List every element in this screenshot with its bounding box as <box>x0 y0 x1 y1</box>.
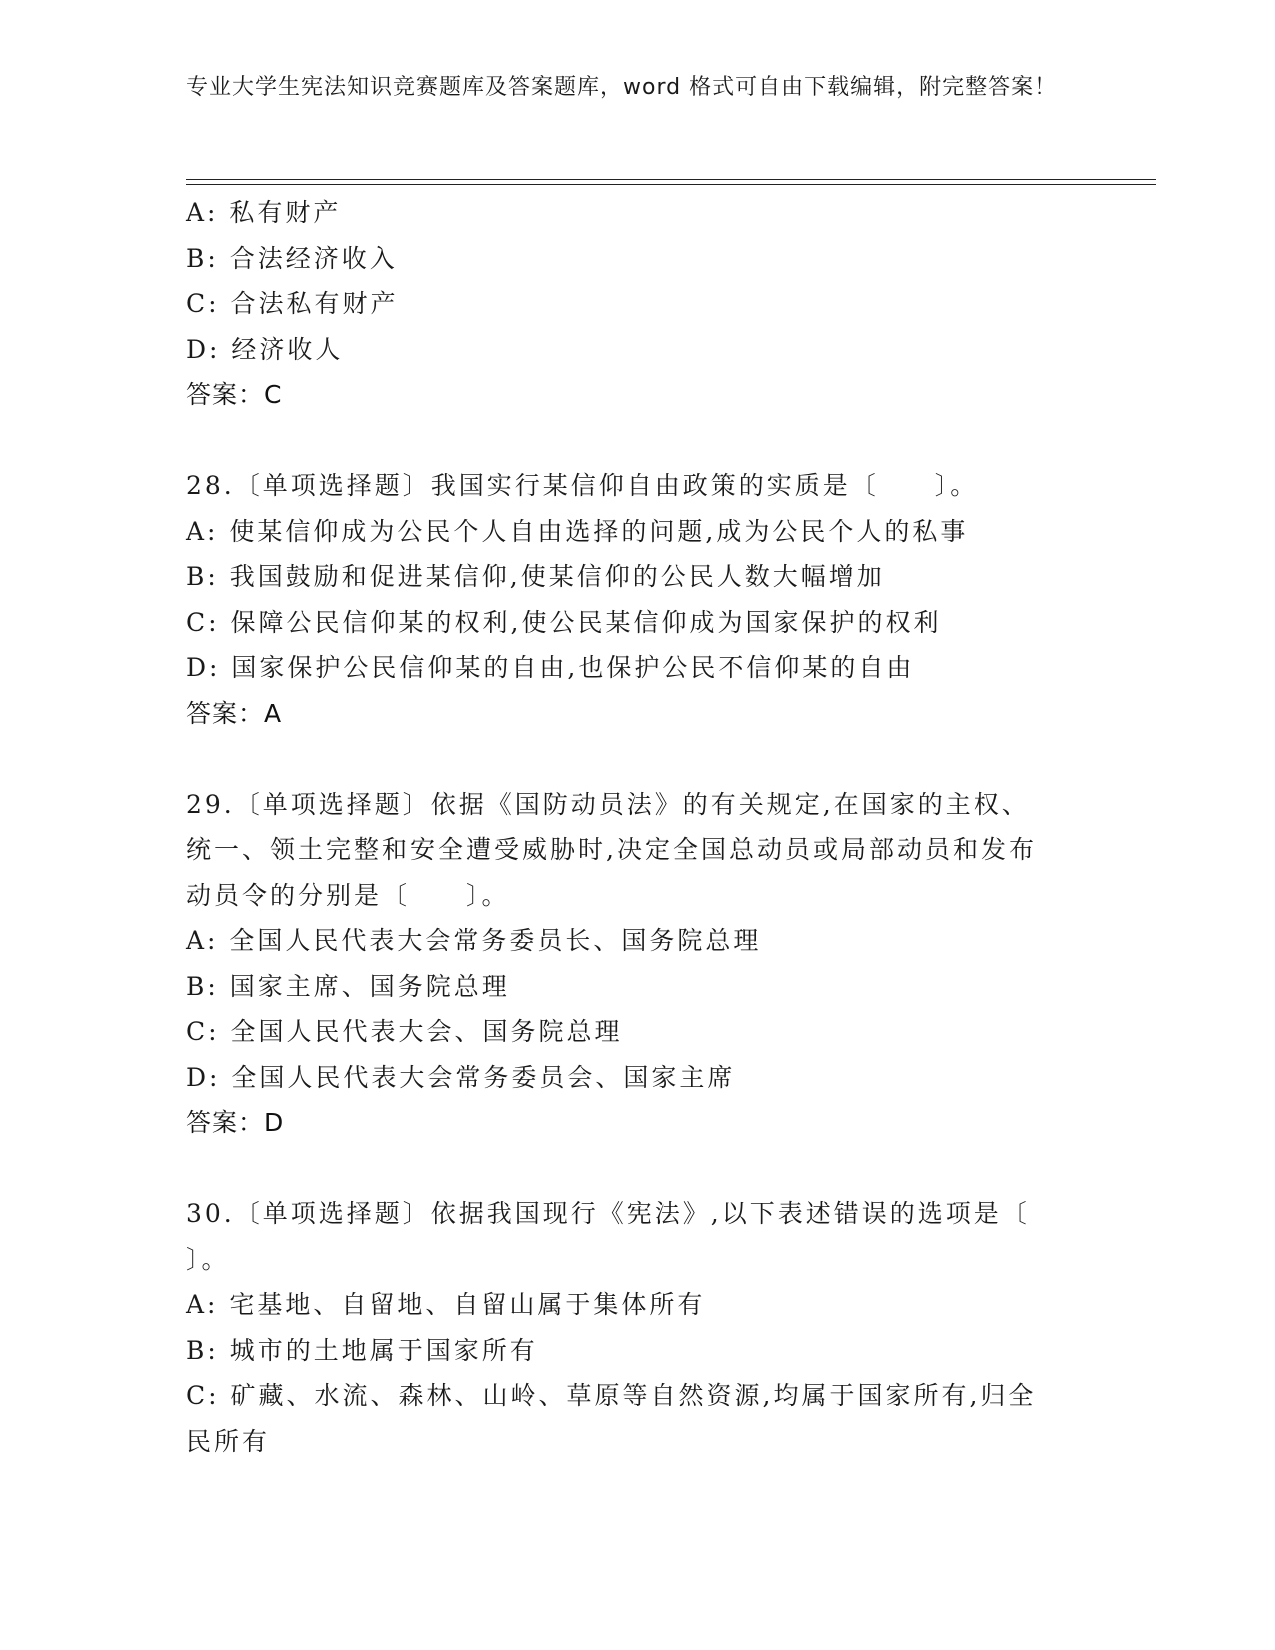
question-30 <box>186 1191 1086 1464</box>
question-stem-line-3: 动员令的分别是〔 〕。 <box>186 880 510 910</box>
option-d: D: 国家保护公民信仰某的自由,也保护公民不信仰某的自由 <box>186 653 915 682</box>
header-rule-top <box>186 179 1156 180</box>
header-rule-bottom <box>186 184 1156 185</box>
option-c: C: 全国人民代表大会、国务院总理 <box>186 1017 623 1046</box>
option-c: C: 保障公民信仰某的权利,使公民某信仰成为国家保护的权利 <box>186 607 942 637</box>
option-b: B: 国家主席、国务院总理 <box>186 971 510 1001</box>
question-27 <box>186 190 1086 418</box>
option-c-line-1: C: 矿藏、水流、森林、山岭、草原等自然资源,均属于国家所有,归全 <box>186 1381 1037 1410</box>
question-list <box>186 190 1086 1464</box>
answer-line: 答案：C <box>186 380 283 409</box>
option-a: A: 宅基地、自留地、自留山属于集体所有 <box>186 1290 706 1319</box>
spacer <box>186 418 1086 464</box>
question-stem-line-2: 〕。 <box>186 1244 230 1274</box>
answer-line: 答案：A <box>186 698 283 728</box>
question-stem: 28.〔单项选择题〕我国实行某信仰自由政策的实质是〔 〕。 <box>186 471 979 500</box>
question-stem-line-1: 30.〔单项选择题〕依据我国现行《宪法》,以下表述错误的选项是〔 <box>186 1199 1030 1228</box>
option-d: D: 全国人民代表大会常务委员会、国家主席 <box>186 1062 736 1092</box>
option-c-line-2: 民所有 <box>186 1426 271 1456</box>
option-b: B: 我国鼓励和促进某信仰,使某信仰的公民人数大幅增加 <box>186 562 885 591</box>
question-stem-line-2: 统一、领土完整和安全遭受威胁时,决定全国总动员或局部动员和发布 <box>186 835 1037 864</box>
question-29 <box>186 782 1086 1146</box>
question-28 <box>186 463 1086 736</box>
spacer <box>186 736 1086 782</box>
answer-line: 答案：D <box>186 1108 285 1137</box>
spacer <box>186 1146 1086 1192</box>
option-c: C: 合法私有财产 <box>186 289 399 318</box>
option-a: A: 使某信仰成为公民个人自由选择的问题,成为公民个人的私事 <box>186 516 969 546</box>
option-b: B: 合法经济收入 <box>186 243 398 273</box>
option-b: B: 城市的土地属于国家所有 <box>186 1335 538 1365</box>
page-header: 专业大学生宪法知识竞赛题库及答案题库，word 格式可自由下载编辑，附完整答案！ <box>186 75 1058 100</box>
option-a: A: 私有财产 <box>186 198 342 227</box>
question-stem-line-1: 29.〔单项选择题〕依据《国防动员法》的有关规定,在国家的主权、 <box>186 789 1030 819</box>
option-a: A: 全国人民代表大会常务委员长、国务院总理 <box>186 926 762 955</box>
option-d: D: 经济收人 <box>186 334 344 364</box>
